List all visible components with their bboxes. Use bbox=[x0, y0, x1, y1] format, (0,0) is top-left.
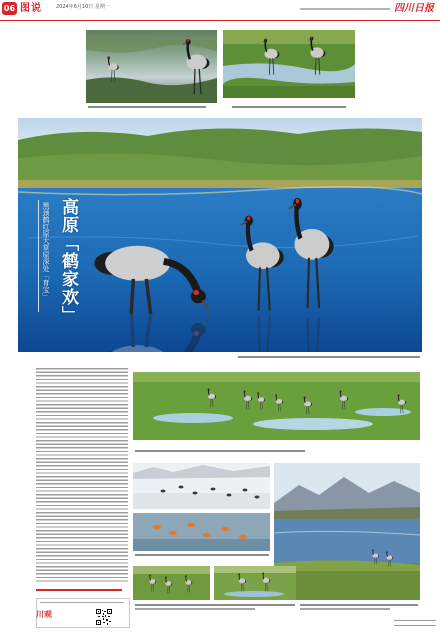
header-hotline-text bbox=[300, 8, 390, 10]
marsh-scene bbox=[86, 30, 217, 103]
feature-subtitle: 黑颈鹤红原大草原深处「育宝」 bbox=[42, 202, 50, 300]
header-divider bbox=[0, 20, 440, 21]
editor-credit bbox=[394, 620, 436, 621]
footer-text-line bbox=[40, 602, 124, 603]
grassland-scene bbox=[133, 566, 210, 600]
qr-code-icon[interactable] bbox=[96, 609, 112, 625]
photo-cranes-in-snow bbox=[133, 463, 270, 509]
meadow-flock-scene bbox=[133, 372, 420, 440]
photo-caption bbox=[88, 106, 206, 108]
meadow-scene bbox=[223, 30, 355, 98]
hero-photo-caption bbox=[238, 356, 420, 358]
photo-cranes-on-meadow bbox=[223, 30, 355, 98]
article-byline bbox=[36, 589, 122, 591]
photo-caption bbox=[300, 604, 418, 606]
photo-caption bbox=[135, 450, 305, 452]
newspaper-masthead: 四川日报 bbox=[394, 3, 434, 14]
water-scene bbox=[133, 513, 270, 551]
photo-caption bbox=[300, 608, 390, 610]
section-label: 图说 bbox=[20, 3, 42, 14]
photo-caption bbox=[135, 608, 255, 610]
issue-date: 2024年6月10日 星期一 bbox=[56, 4, 110, 10]
designer-credit bbox=[394, 625, 436, 626]
photo-cranes-grassland-2 bbox=[214, 566, 296, 600]
lake-scene bbox=[18, 118, 422, 352]
app-logo: 川观 bbox=[36, 610, 52, 619]
feature-title: 高原「鹤家欢」 bbox=[58, 198, 78, 324]
photo-caption bbox=[135, 554, 269, 556]
grassland-scene bbox=[214, 566, 296, 600]
snow-scene bbox=[133, 463, 270, 509]
photo-crane-flock-meadow bbox=[133, 372, 420, 440]
photo-ducks-on-water bbox=[133, 513, 270, 551]
article-body-text bbox=[36, 368, 128, 584]
photo-caption bbox=[135, 604, 295, 606]
photo-caption bbox=[232, 106, 346, 108]
photo-crane-in-marsh bbox=[86, 30, 217, 103]
photo-cranes-grassland-1 bbox=[133, 566, 210, 600]
hero-photo-cranes-in-lake bbox=[18, 118, 422, 352]
page-number-badge: 06 bbox=[3, 4, 16, 13]
title-rule bbox=[38, 200, 39, 312]
